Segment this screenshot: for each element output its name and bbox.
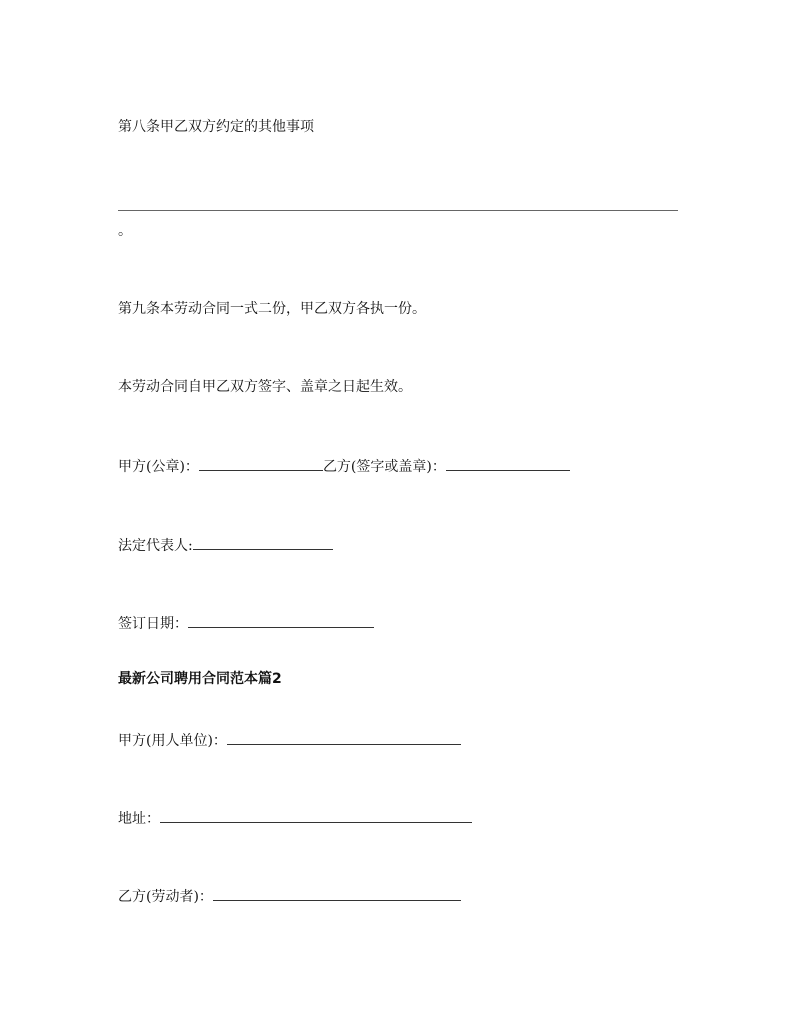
employer-label: 甲方(用人单位)： [118, 733, 227, 749]
legal-rep-row [118, 535, 333, 555]
sign-date-row [118, 613, 374, 633]
fill-in-line [118, 210, 678, 211]
address-row [118, 808, 472, 828]
employer-row [118, 730, 461, 750]
legal-rep-label: 法定代表人: [118, 538, 193, 554]
article-8-text: 第八条甲乙双方约定的其他事项 [118, 119, 314, 135]
sign-date-blank [188, 613, 374, 628]
worker-label: 乙方(劳动者)： [118, 889, 213, 905]
address-label: 地址： [118, 811, 160, 827]
worker-blank [213, 886, 461, 901]
legal-rep-blank [193, 535, 333, 550]
worker-row [118, 886, 461, 906]
party-a-seal-label: 甲方(公章)： [118, 459, 199, 475]
period-text: 。 [118, 223, 132, 239]
party-b-sign-label: 乙方(签字或盖章)： [322, 459, 446, 475]
effective-clause: 本劳动合同自甲乙双方签字、盖章之日起生效。 [118, 379, 412, 395]
section-heading: 最新公司聘用合同范本篇2 [118, 671, 282, 687]
party-a-seal-blank [199, 456, 323, 471]
signature-row [118, 456, 570, 476]
article-9-text: 第九条本劳动合同一式二份，甲乙双方各执一份。 [118, 301, 426, 317]
employer-blank [227, 730, 461, 745]
party-b-sign-blank [446, 456, 570, 471]
sign-date-label: 签订日期： [118, 616, 188, 632]
address-blank [160, 808, 472, 823]
